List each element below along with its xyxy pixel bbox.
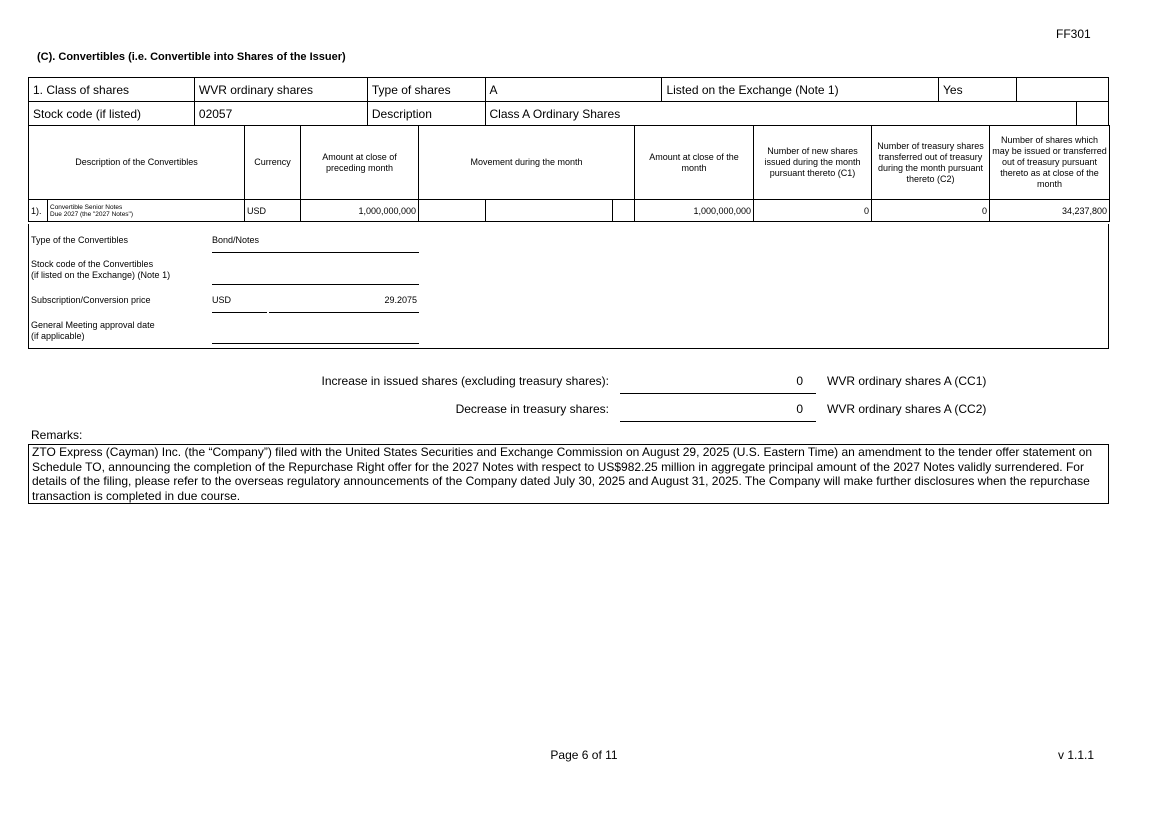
col-description: Description of the Convertibles: [29, 126, 245, 200]
decrease-underline: [620, 421, 816, 422]
description-label: Description: [367, 102, 485, 126]
row-description-line2: Due 2027 (the "2027 Notes"): [50, 210, 134, 218]
description-value: Class A Ordinary Shares: [485, 102, 1076, 126]
conversion-price-currency: USD: [212, 295, 232, 305]
increase-unit: WVR ordinary shares A (CC1): [827, 374, 987, 388]
col-new-shares: Number of new shares issued during the month pursuant thereto (C1): [754, 126, 872, 200]
type-of-shares-value: A: [485, 78, 662, 102]
decrease-label: Decrease in treasury shares:: [455, 402, 609, 416]
listed-label: Listed on the Exchange (Note 1): [662, 78, 939, 102]
type-of-convertibles-value: Bond/Notes: [212, 235, 260, 245]
col-treasury-shares: Number of treasury shares transferred out of treasury during the month pursuant thereto (C2): [872, 126, 990, 200]
stock-code-convertibles-label-1: Stock code of the Convertibles: [31, 259, 154, 269]
gm-underline: [212, 343, 419, 344]
increase-value: 0: [796, 374, 803, 388]
row-description-line1: Convertible Senior Notes: [50, 203, 123, 211]
section-title: (C). Convertibles (i.e. Convertible into Shares of the Issuer): [37, 51, 346, 63]
stock-code-label: Stock code (if listed): [29, 102, 195, 126]
description-blank: [1076, 102, 1108, 126]
row-movement-a: [419, 200, 486, 222]
listed-blank: [1017, 78, 1109, 102]
type-of-shares-label: Type of shares: [367, 78, 485, 102]
increase-underline: [620, 393, 816, 394]
increase-label: Increase in issued shares (excluding treasury shares):: [321, 374, 609, 388]
col-amount-close: Amount at close of the month: [635, 126, 754, 200]
row-movement-c: [613, 200, 635, 222]
convertible-details: [28, 224, 1109, 349]
type-of-convertibles-label: Type of the Convertibles: [31, 235, 129, 245]
form-code: FF301: [1056, 27, 1091, 41]
listed-value: Yes: [939, 78, 1017, 102]
class-of-shares-label: 1. Class of shares: [29, 78, 195, 102]
row-new-shares: 0: [754, 200, 872, 222]
conversion-price-label: Subscription/Conversion price: [31, 295, 151, 305]
row-index: 1).: [29, 200, 48, 222]
decrease-value: 0: [796, 402, 803, 416]
type-underline: [212, 252, 419, 253]
col-currency: Currency: [245, 126, 301, 200]
row-movement-b: [486, 200, 613, 222]
row-amount-preceding: 1,000,000,000: [301, 200, 419, 222]
page-number: Page 6 of 11: [550, 748, 618, 762]
row-shares-issuable: 34,237,800: [990, 200, 1110, 222]
conversion-price-value: 29.2075: [384, 295, 417, 305]
version-label: v 1.1.1: [1058, 748, 1095, 762]
row-amount-close: 1,000,000,000: [635, 200, 754, 222]
price-currency-underline: [212, 312, 267, 313]
row-treasury-shares: 0: [872, 200, 990, 222]
class-of-shares-value: WVR ordinary shares: [194, 78, 367, 102]
stock-code-underline: [212, 284, 419, 285]
remarks-text: ZTO Express (Cayman) Inc. (the “Company”) filed with the United States Securities and Exchange Commission on August 29, 2025 (U.S. Eastern Time) an amendment to the tender offer statement on Schedule TO, announcing the completion of the Repurchase Right offer for the 2027 Notes with respect to US$982.25 million in aggregate principal amount of the 2027 Notes validly surrendered. For details of the filing, please refer to the overseas regulatory announcements of the Company dated July 30, 2025 and August 31, 2025. The Company will make further disclosures when the repurchase transaction is completed in due course.: [28, 444, 1109, 504]
col-movement: Movement during the month: [419, 126, 635, 200]
stock-code-value: 02057: [194, 102, 367, 126]
price-value-underline: [269, 312, 419, 313]
gm-approval-label-1: General Meeting approval date: [31, 320, 155, 330]
row-currency: USD: [245, 200, 301, 222]
stock-code-convertibles-label-2: (if listed on the Exchange) (Note 1): [31, 270, 171, 280]
remarks-label: Remarks:: [31, 428, 83, 442]
col-shares-issuable: Number of shares which may be issued or transferred out of treasury pursuant thereto as at close of the month: [990, 126, 1110, 200]
col-amount-preceding: Amount at close of preceding month: [301, 126, 419, 200]
row-description: [48, 200, 245, 222]
convertibles-table: [28, 125, 1110, 222]
share-info-table: [28, 77, 1109, 126]
decrease-unit: WVR ordinary shares A (CC2): [827, 402, 987, 416]
gm-approval-label-2: (if applicable): [31, 331, 85, 341]
